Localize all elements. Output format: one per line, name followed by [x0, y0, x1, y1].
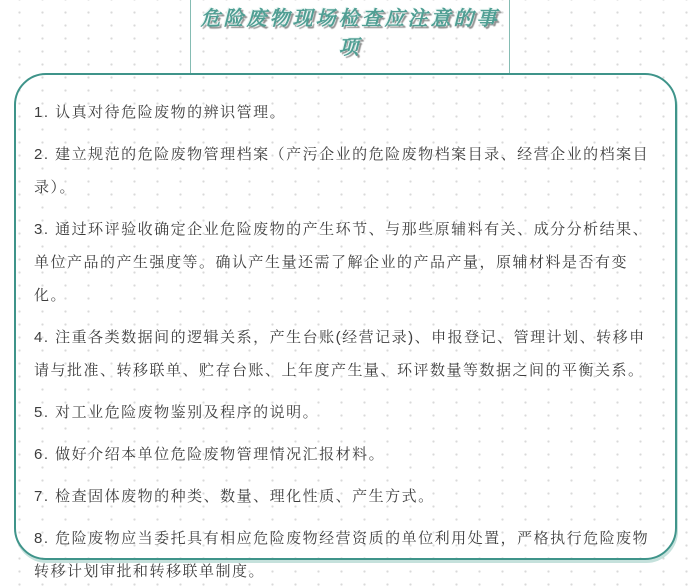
list-item-3: 3. 通过环评验收确定企业危险废物的产生环节、与那些原辅料有关、成分分析结果、单位产品的产生强度等。确认产生量还需了解企业的产品产量，原辅材料是否有变化。 [34, 221, 650, 304]
list-item-1: 1. 认真对待危险废物的辨识管理。 [34, 104, 287, 121]
list-item-2: 2. 建立规范的危险废物管理档案（产污企业的危险废物档案目录、经营企业的档案目录）。 [34, 146, 650, 196]
list-item-5: 5. 对工业危险废物鉴别及程序的说明。 [34, 404, 320, 421]
list-item-7: 7. 检查固体废物的种类、数量、理化性质、产生方式。 [34, 488, 435, 505]
title-banner [190, 0, 510, 74]
list-item-6: 6. 做好介绍本单位危险废物管理情况汇报材料。 [34, 446, 386, 463]
page-title: 危险废物现场检查应注意的事项 [200, 8, 500, 59]
content-panel [14, 73, 677, 580]
list-item-4: 4. 注重各类数据间的逻辑关系，产生台账(经营记录)、申报登记、管理计划、转移申请与批准、转移联单、贮存台账、上年度产生量、环评数量等数据之间的平衡关系。 [34, 329, 646, 379]
list-item-8: 8. 危险废物应当委托具有相应危险废物经营资质的单位利用处置，严格执行危险废物转移计划审批和转移联单制度。 [34, 530, 650, 580]
